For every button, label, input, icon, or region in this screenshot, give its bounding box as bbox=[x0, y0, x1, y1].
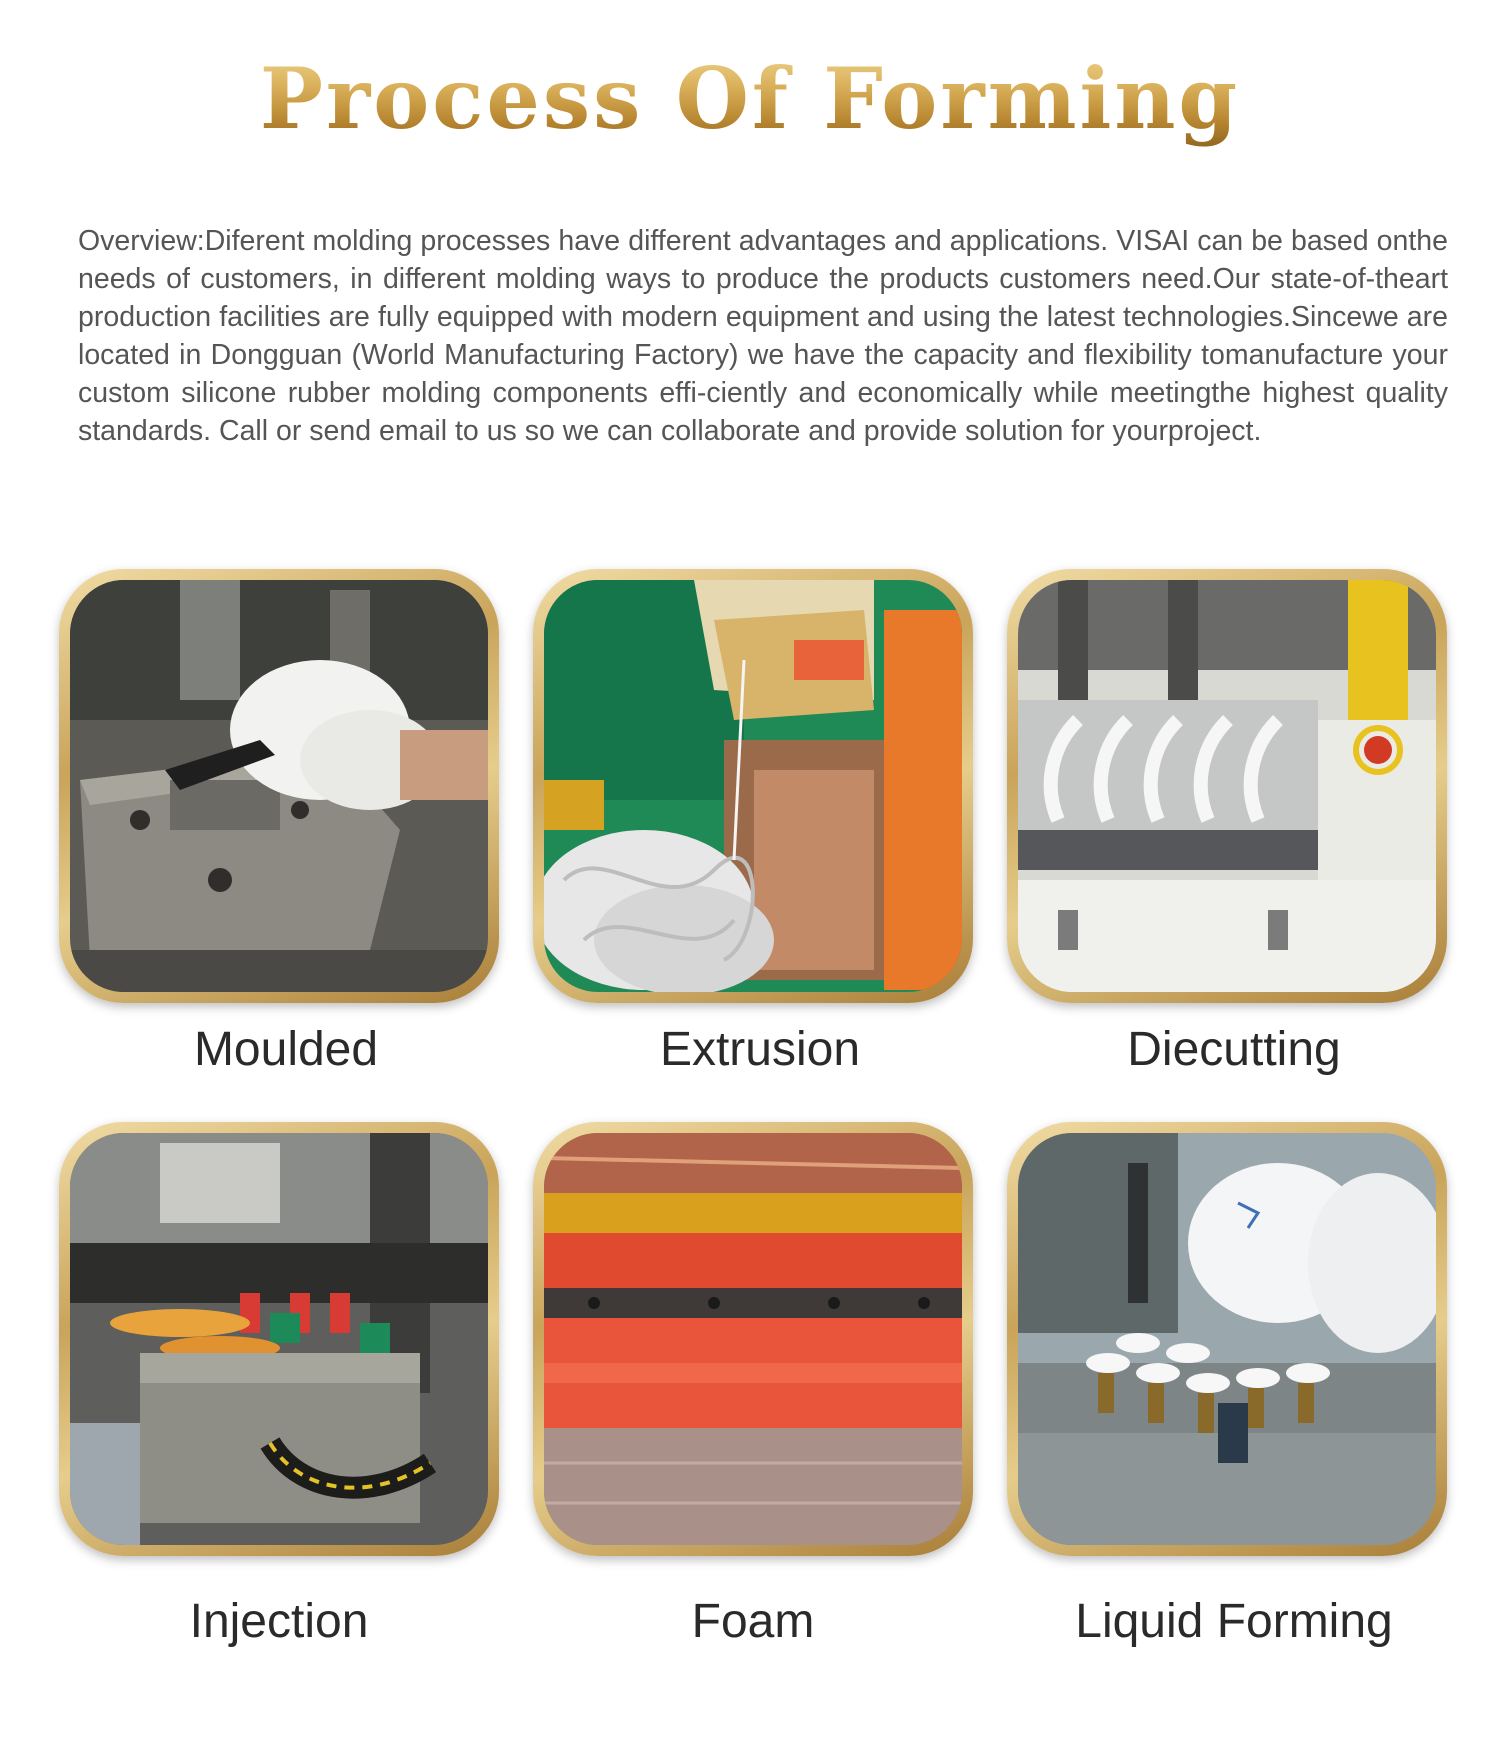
process-label-foam: Foam bbox=[691, 1595, 815, 1648]
foam-photo bbox=[544, 1133, 962, 1545]
liquid-forming-photo bbox=[1018, 1133, 1436, 1545]
diecutting-photo bbox=[1018, 580, 1436, 992]
moulded-photo bbox=[70, 580, 488, 992]
overview-text: Overview:Diferent molding processes have different advantages and applications. VISAI can be based onthe needs of customers, in different molding ways to produce the products customers need.Our state-of-theart production facilities are fully equipped with modern equipment and using the latest technologies.Sincewe are located in Dongguan (World Manufacturing Factory) we have the capacity and flexibility tomanufacture your custom silicone rubber molding components effi-ciently and economically while meetingthe highest quality standards. Call or send email to us so we can collaborate and provide solution for yourproject. bbox=[78, 225, 1448, 447]
process-card-liquid-forming bbox=[1007, 1122, 1447, 1556]
page-title: Process Of Forming bbox=[0, 44, 1500, 154]
process-label-liquid-forming: Liquid Forming bbox=[1075, 1595, 1393, 1648]
process-card-moulded bbox=[59, 569, 499, 1003]
process-label-moulded: Moulded bbox=[193, 1023, 379, 1076]
injection-photo bbox=[70, 1133, 488, 1545]
process-label-injection: Injection bbox=[189, 1595, 369, 1648]
process-card-diecutting bbox=[1007, 569, 1447, 1003]
extrusion-photo bbox=[544, 580, 962, 992]
process-label-extrusion: Extrusion bbox=[659, 1023, 861, 1076]
process-card-foam bbox=[533, 1122, 973, 1556]
process-card-injection bbox=[59, 1122, 499, 1556]
process-card-extrusion bbox=[533, 569, 973, 1003]
process-label-diecutting: Diecutting bbox=[1127, 1023, 1341, 1076]
